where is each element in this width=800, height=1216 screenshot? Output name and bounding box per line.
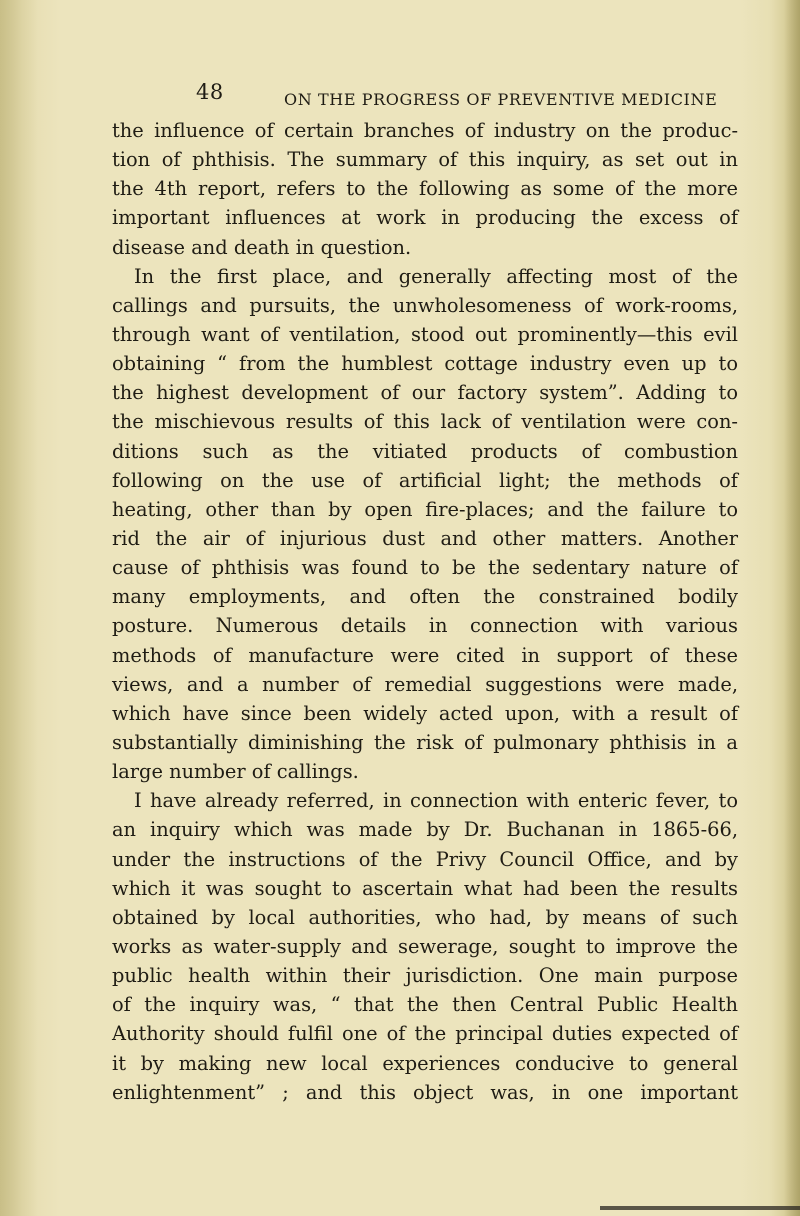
page-right-edge-shadow	[784, 0, 800, 1216]
paragraph-start-line: In the first place, and generally affecting most of the	[134, 264, 738, 288]
text-line: callings and pursuits, the unwholesomeness of work-rooms,	[112, 293, 738, 317]
text-line: obtained by local authorities, who had, by means of such	[112, 905, 738, 929]
text-line: views, and a number of remedial suggestions were made,	[112, 672, 738, 696]
text-line: Authority should fulfil one of the principal duties expected of	[112, 1022, 738, 1046]
text-line: an inquiry which was made by Dr. Buchanan in 1865-66,	[112, 818, 738, 842]
body-text	[112, 116, 738, 1107]
text-line: important influences at work in producing the excess of	[112, 206, 738, 230]
text-line: it by making new local experiences conducive to general	[112, 1051, 738, 1075]
text-line: tion of phthisis. The summary of this inquiry, as set out in	[112, 148, 738, 172]
text-line: works as water-supply and sewerage, sought to improve the	[112, 934, 738, 958]
text-line: which have since been widely acted upon, with a result of	[112, 701, 738, 725]
page-left-edge-shadow	[0, 0, 38, 1216]
page-bottom-edge	[600, 1206, 800, 1210]
text-line: heating, other than by open fire-places; and the failure to	[112, 497, 738, 521]
text-line: the 4th report, refers to the following as some of the more	[112, 177, 738, 201]
text-line: under the instructions of the Privy Council Office, and by	[112, 847, 738, 871]
text-line: through want of ventilation, stood out prominently—this evil	[112, 322, 738, 346]
text-line: posture. Numerous details in connection with various	[112, 614, 738, 638]
text-line: the mischievous results of this lack of ventilation were con-	[112, 410, 738, 434]
text-line: following on the use of artificial light; the methods of	[112, 468, 738, 492]
page-number: 48	[196, 80, 224, 104]
text-line: cause of phthisis was found to be the sedentary nature of	[112, 556, 738, 580]
text-line: enlightenment” ; and this object was, in one important	[112, 1080, 738, 1104]
text-line: the influence of certain branches of industry on the produc-	[112, 119, 738, 142]
text-line: rid the air of injurious dust and other matters. Another	[112, 526, 738, 550]
paragraph-start-line: I have already referred, in connection with enteric fever, to	[134, 789, 738, 813]
text-line: many employments, and often the constrained bodily	[112, 585, 738, 609]
text-line: ditions such as the vitiated products of combustion	[112, 439, 738, 463]
text-line: the highest development of our factory system”. Adding to	[112, 381, 738, 405]
page-header	[196, 80, 736, 112]
text-line: public health within their jurisdiction. One main purpose	[112, 964, 738, 988]
paragraph-end-line: disease and death in question.	[112, 235, 412, 259]
text-line: of the inquiry was, “ that the then Central Public Health	[112, 993, 738, 1017]
text-line: which it was sought to ascertain what had been the results	[112, 876, 738, 900]
paragraph-end-line: large number of callings.	[112, 760, 359, 784]
running-title: ON THE PROGRESS OF PREVENTIVE MEDICINE	[284, 90, 718, 109]
text-line: obtaining “ from the humblest cottage industry even up to	[112, 352, 738, 376]
text-line: substantially diminishing the risk of pulmonary phthisis in a	[112, 730, 738, 754]
text-line: methods of manufacture were cited in support of these	[112, 643, 738, 667]
